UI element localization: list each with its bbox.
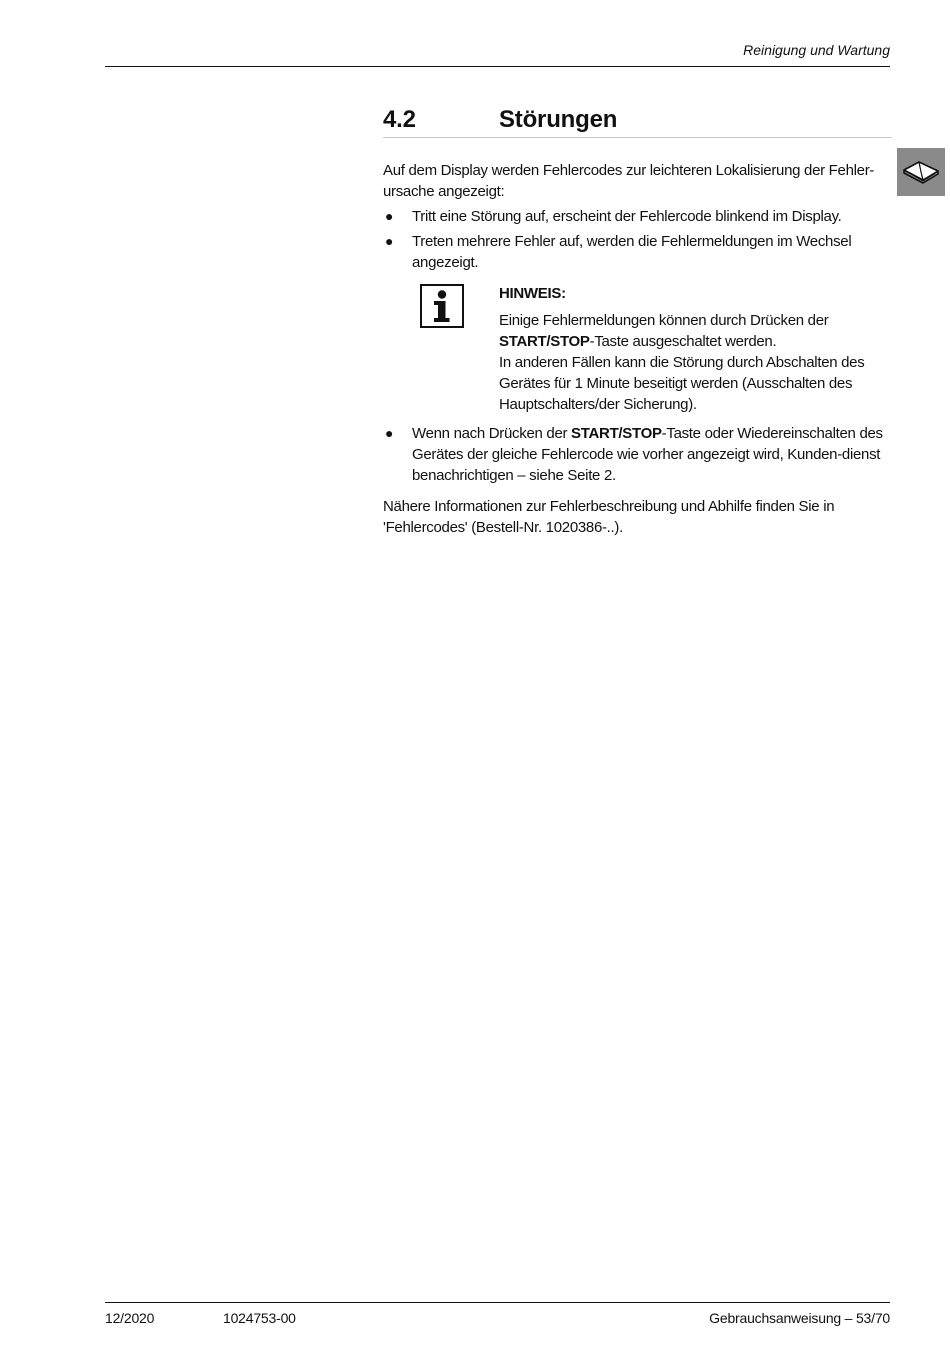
list-item-text [412,425,883,484]
note-box [383,283,893,415]
start-stop-key-label: START/STOP [571,425,662,442]
list-item [383,231,893,273]
list-item [383,206,893,227]
intro-paragraph: Auf dem Display werden Fehlercodes zur leichteren Lokalisierung der Fehler-ursache angezeigt: [383,162,875,200]
bullet-icon: ● [385,425,394,441]
header-rule [105,66,890,67]
note-title: HINWEIS: [499,285,566,302]
running-header: Reinigung und Wartung [743,42,890,58]
bullet-icon: ● [385,208,394,224]
section-content [383,160,893,538]
footer-date: 12/2020 [105,1310,155,1326]
info-icon [420,284,464,328]
section-number: 4.2 [383,106,416,133]
open-book-icon [901,156,941,188]
outro-paragraph: Nähere Informationen zur Fehlerbeschreibung und Abhilfe finden Sie in 'Fehlercodes' (Bestell-Nr. 1020386-..). [383,498,835,536]
note-line-1 [499,310,893,352]
list-item [383,423,893,486]
footer-rule [105,1302,890,1303]
list-item-text: Treten mehrere Fehler auf, werden die Fehlermeldungen im Wechsel angezeigt. [412,233,852,271]
start-stop-key-label: START/STOP [499,333,590,350]
note-line-2: In anderen Fällen kann die Störung durch Abschalten des Gerätes für 1 Minute beseitigt werden (Ausschalten des Hauptschalters/der Sicherung). [499,354,865,413]
bullet-icon: ● [385,233,394,249]
note-body [499,283,893,415]
footer-page-label: Gebrauchsanweisung – 53/70 [709,1310,890,1326]
note-text: Einige Fehlermeldungen können durch Drücken der [499,312,829,329]
list-item-text: Tritt eine Störung auf, erscheint der Fehlercode blinkend im Display. [412,208,842,225]
list-item-text-part: -Taste oder Wiedereinschalten des Gerätes der gleiche Fehlercode wie vorher angezeigt wird, Kunden-dienst benachrichtigen – siehe Seite 2. [412,425,883,484]
section-heading [383,106,892,138]
chapter-side-tab [897,148,945,196]
note-text: -Taste ausgeschaltet werden. [589,333,777,350]
section-title: Störungen [499,106,618,133]
footer-doc-number: 1024753-00 [223,1310,296,1326]
list-item-text-part: Wenn nach Drücken der [412,425,572,442]
